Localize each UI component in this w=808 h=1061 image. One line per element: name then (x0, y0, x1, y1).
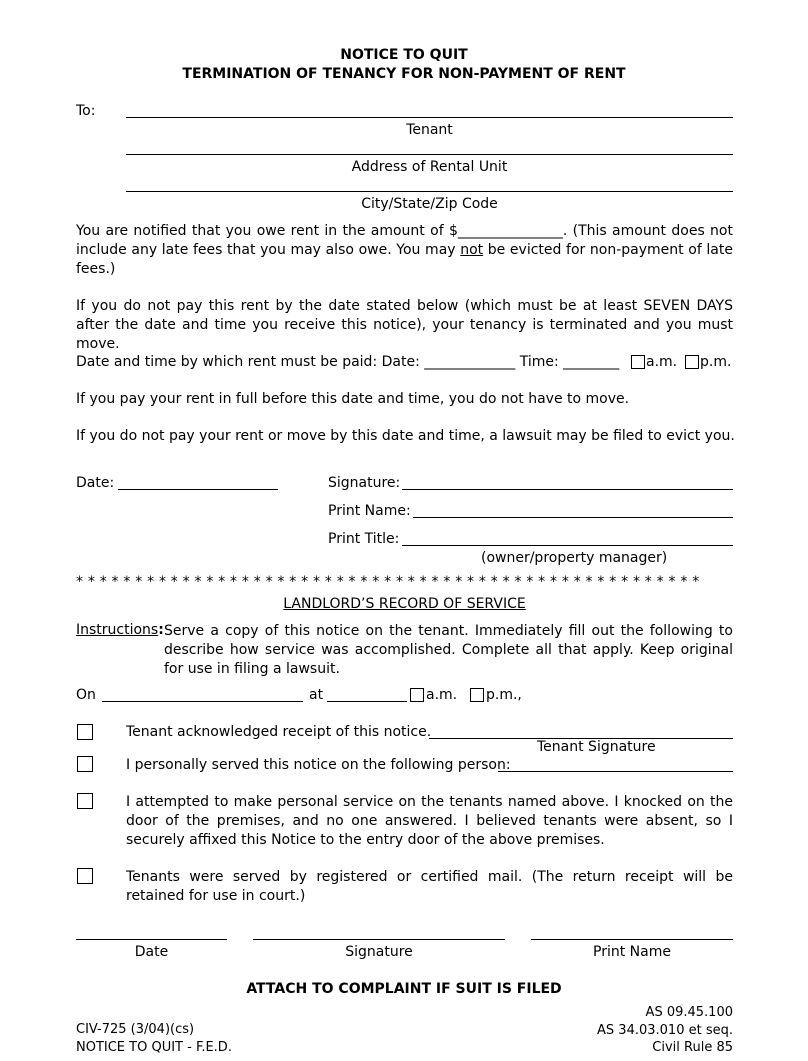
date-field[interactable] (118, 489, 278, 490)
deadline-paragraph: If you do not pay this rent by the date stated below (which must be at least SEVEN DAYS after the date and time you receive this notice), your tenancy is terminated and you must move. (76, 298, 733, 352)
bottom-date-field[interactable] (76, 939, 227, 940)
page-subtitle: TERMINATION OF TENANCY FOR NON-PAYMENT OF RENT (182, 66, 626, 82)
bottom-signature-caption: Signature (345, 944, 413, 960)
amount-paragraph: You are notified that you owe rent in the amount of $_______________. (This amount does not include any late fees that you may also owe. You may not be evicted for non-payment of late fees.) (76, 223, 733, 277)
city-caption: City/State/Zip Code (361, 196, 498, 212)
option-mail-service: Tenants were served by registered or certified mail. (The return receipt will be retained for use in court.) (126, 869, 733, 904)
instructions-label: Instructions: (76, 622, 164, 638)
separator: * * * * * * * * * * * * * * * * * * * * * * * * * * * * * * * * * * * * * * * * * * * * * * * * * * * * * (76, 574, 700, 590)
print-name-label: Print Name: (328, 503, 411, 519)
print-title-field[interactable] (402, 545, 733, 546)
bottom-date-caption: Date (134, 944, 169, 960)
served-person-field[interactable] (498, 771, 733, 772)
statute-3: Civil Rule 85 (652, 1040, 733, 1055)
address-caption: Address of Rental Unit (351, 159, 508, 175)
owner-caption: (owner/property manager) (481, 550, 668, 566)
city-field[interactable] (126, 191, 733, 192)
date-label: Date: (76, 475, 115, 491)
pay-paragraph: If you pay your rent in full before this date and time, you do not have to move. (76, 391, 630, 407)
acknowledged-checkbox[interactable] (77, 724, 93, 740)
to-label: To: (76, 103, 96, 119)
at-label: at (309, 687, 324, 703)
service-date-field[interactable] (102, 701, 303, 702)
service-am-label: a.m. (426, 687, 458, 703)
signature-label: Signature: (328, 475, 401, 491)
attach-notice: ATTACH TO COMPLAINT IF SUIT IS FILED (246, 981, 562, 997)
service-heading: LANDLORD’S RECORD OF SERVICE (283, 596, 526, 612)
form-id: CIV-725 (3/04)(cs) (76, 1022, 195, 1037)
rent-am-checkbox[interactable] (631, 355, 645, 369)
lawsuit-paragraph: If you do not pay your rent or move by this date and time, a lawsuit may be filed to evict you. (76, 428, 735, 444)
option-acknowledged: Tenant acknowledged receipt of this notice. (126, 724, 432, 740)
rent-am-label: a.m. (646, 354, 678, 370)
service-pm-checkbox[interactable] (470, 688, 484, 702)
statute-2: AS 34.03.010 et seq. (597, 1023, 733, 1038)
service-am-checkbox[interactable] (410, 688, 424, 702)
rent-pm-label: p.m. (700, 354, 732, 370)
on-label: On (76, 687, 96, 703)
address-field[interactable] (126, 154, 733, 155)
signature-field[interactable] (402, 489, 733, 490)
personally-served-checkbox[interactable] (77, 756, 93, 772)
amount-blank[interactable]: _______________ (457, 223, 563, 239)
statute-1: AS 09.45.100 (645, 1005, 733, 1020)
tenant-signature-caption: Tenant Signature (537, 739, 656, 755)
tenant-caption: Tenant (406, 122, 453, 138)
service-pm-label: p.m., (486, 687, 522, 703)
instructions-line1: Serve a copy of this notice on the tenant. Immediately fill out the following to (164, 623, 733, 639)
print-title-label: Print Title: (328, 531, 400, 547)
mail-service-checkbox[interactable] (77, 868, 93, 884)
instructions-rest: describe how service was accomplished. Complete all that apply. Keep original for use in filing a lawsuit. (164, 642, 733, 677)
attempted-service-checkbox[interactable] (77, 793, 93, 809)
date-time-label: Date and time by which rent must be paid: Date: _____________ Time: ________ (76, 354, 620, 370)
page-title: NOTICE TO QUIT (340, 47, 468, 63)
bottom-print-name-field[interactable] (531, 939, 733, 940)
tenant-field[interactable] (126, 117, 733, 118)
bottom-print-name-caption: Print Name (593, 944, 671, 960)
bottom-signature-field[interactable] (253, 939, 505, 940)
form-name: NOTICE TO QUIT - F.E.D. (76, 1040, 232, 1055)
option-attempted-service: I attempted to make personal service on the tenants named above. I knocked on the door of the premises, and no one answered. I believed tenants were absent, so I securely affixed this Notice to the entry door of the above premises. (126, 794, 733, 848)
service-time-field[interactable] (327, 701, 407, 702)
print-name-field[interactable] (413, 517, 733, 518)
rent-pm-checkbox[interactable] (685, 355, 699, 369)
option-personally-served: I personally served this notice on the following person: (126, 757, 511, 773)
